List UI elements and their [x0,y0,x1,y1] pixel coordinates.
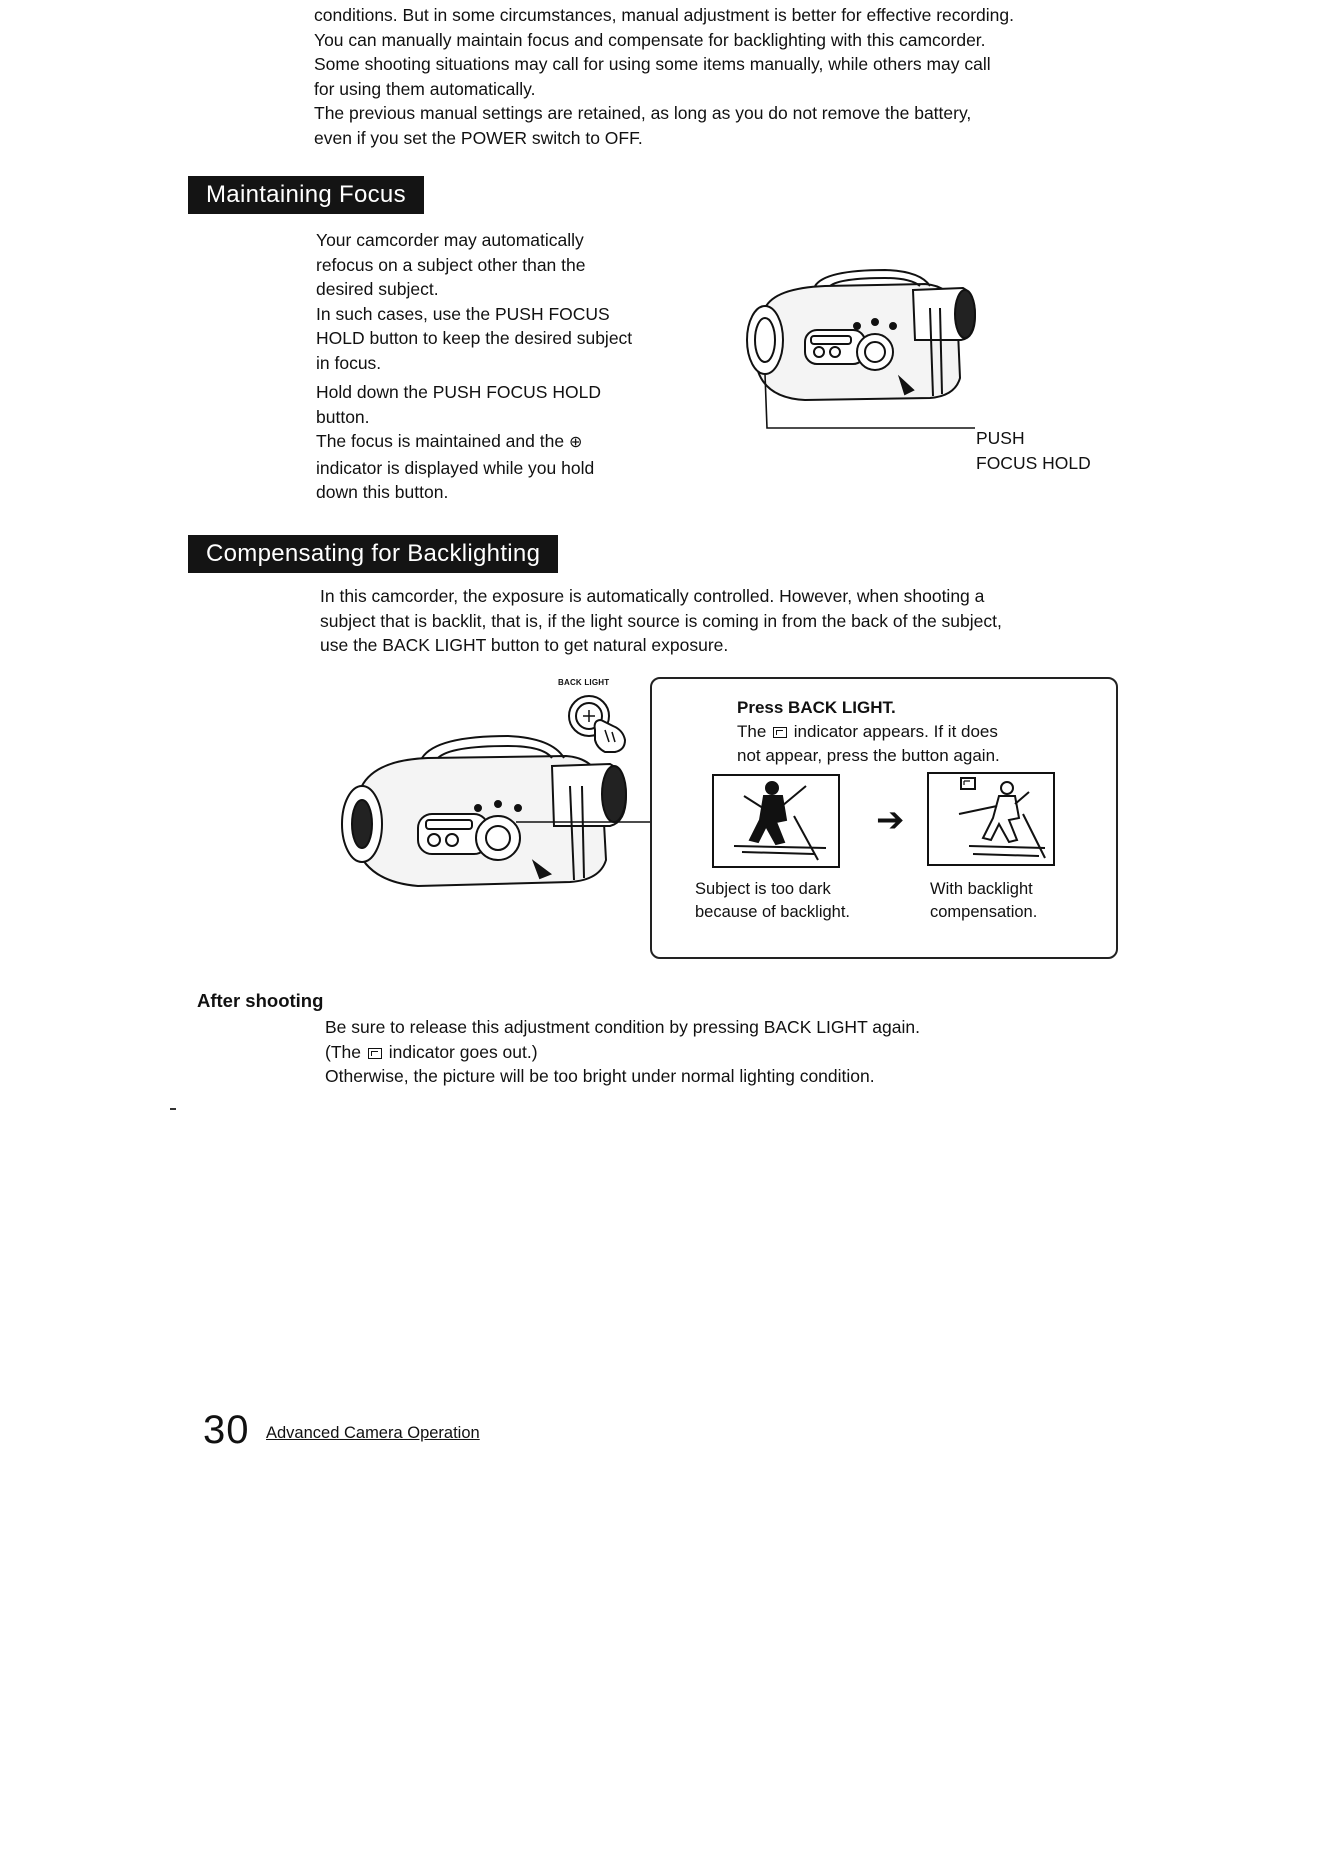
footer-section-title: Advanced Camera Operation [266,1424,480,1442]
instruction-text [737,696,1117,768]
caption-compensated [930,878,1110,924]
intro-line: for using them automatically. [314,78,536,99]
backlight-intro [320,584,1320,658]
focus-line: button. [316,406,370,427]
callout-line: PUSH [976,428,1025,448]
right-arrow-icon: ➔ [876,801,905,839]
focus-text: The focus is maintained and the [316,431,565,451]
backlight-indicator-icon [368,1048,382,1059]
focus-line: desired subject. [316,279,439,299]
thumbnail-compensated [927,772,1055,866]
camcorder-illustration-focus [735,268,985,448]
instruction-line: not appear, press the button again. [737,746,1000,765]
instruction-line [737,720,1117,744]
back-light-button-label: BACK LIGHT [558,678,610,687]
camcorder-illustration-backlight [338,730,658,900]
focus-paragraph-1 [316,228,696,375]
focus-line: refocus on a subject other than the [316,254,586,275]
intro-line: Some shooting situations may call for using some items manually, while others may call [314,54,991,74]
backlight-indicator-icon [773,727,787,738]
page-number: 30 [203,1408,250,1452]
backlight-intro-line: use the BACK LIGHT button to get natural exposure. [320,635,729,655]
focus-line: Your camcorder may automatically [316,230,584,250]
backlight-intro-line: subject that is backlit, that is, if the light source is coming in from the back of the subject, [320,610,1002,631]
after-line [325,1040,1305,1065]
section-heading-maintaining-focus: Maintaining Focus [188,176,424,214]
skier-outline-icon [929,774,1053,864]
focus-line: down this button. [316,482,449,502]
caption-line: With backlight [930,880,1033,898]
callout-line: FOCUS HOLD [976,452,1091,473]
focus-hold-icon: ⊕ [568,434,583,451]
section-heading-backlighting: Compensating for Backlighting [188,535,558,573]
focus-line: HOLD button to keep the desired subject [316,328,633,348]
intro-line: The previous manual settings are retained, as long as you do not remove the battery, [314,103,972,123]
focus-paragraph-2 [316,380,696,505]
after-text-after: indicator goes out.) [388,1041,538,1062]
intro-paragraph [314,3,1314,150]
after-shooting-heading: After shooting [197,990,324,1011]
after-line: Be sure to release this adjustment condition by pressing BACK LIGHT again. [325,1017,920,1037]
caption-line: because of backlight. [695,903,851,921]
focus-line: indicator is displayed while you hold [316,457,595,478]
instruction-text-after: indicator appears. If it does [793,722,998,741]
after-text-before: (The [325,1041,361,1062]
push-focus-hold-callout [976,426,1176,475]
intro-line: even if you set the POWER switch to OFF. [314,127,643,148]
caption-line: compensation. [930,903,1038,921]
intro-line: You can manually maintain focus and compensate for backlighting with this camcorder. [314,29,986,50]
after-line: Otherwise, the picture will be too bright under normal lighting condition. [325,1066,875,1086]
backlight-intro-line: In this camcorder, the exposure is automatically controlled. However, when shooting a [320,586,985,606]
caption-too-dark [695,878,895,924]
intro-line: conditions. But in some circumstances, manual adjustment is better for effective recording. [314,5,1015,25]
instruction-title: Press BACK LIGHT. [737,698,896,717]
after-shooting-paragraph [325,1015,1305,1089]
instruction-text-before: The [737,722,767,741]
thumbnail-too-dark [712,774,840,868]
focus-line: Hold down the PUSH FOCUS HOLD [316,382,601,402]
focus-line [316,429,696,456]
stray-mark [170,1108,176,1110]
focus-line: In such cases, use the PUSH FOCUS [316,303,610,324]
caption-line: Subject is too dark [695,880,831,898]
focus-line: in focus. [316,352,382,373]
skier-silhouette-icon [714,776,838,866]
